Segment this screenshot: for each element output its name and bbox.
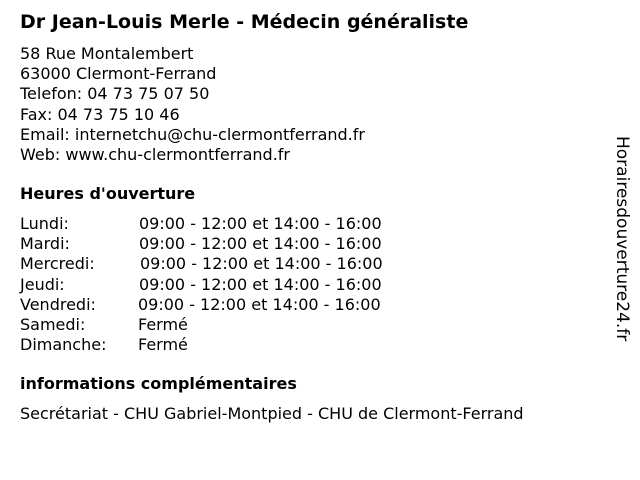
hours-row-saturday	[20, 315, 440, 335]
day-label: Lundi:	[20, 214, 69, 233]
day-label: Mercredi:	[20, 254, 95, 274]
day-label: Jeudi:	[20, 274, 65, 294]
hours-row-sunday	[20, 335, 440, 355]
day-label: Mardi:	[20, 234, 70, 254]
hours-row-tuesday	[20, 234, 440, 254]
day-label: Vendredi:	[20, 294, 96, 314]
additional-info-heading: informations complémentaires	[20, 374, 297, 393]
hours-row-monday	[20, 214, 440, 234]
hours-value: Fermé	[138, 335, 188, 355]
hours-row-friday	[20, 295, 440, 315]
hours-row-thursday	[20, 275, 440, 295]
opening-hours-table	[20, 214, 440, 355]
email-line: Email: internetchu@chu-clermontferrand.fr	[20, 124, 365, 144]
address-street: 58 Rue Montalembert	[20, 44, 194, 63]
day-label: Samedi:	[20, 314, 86, 334]
hours-value: 09:00 - 12:00 et 14:00 - 16:00	[140, 254, 383, 274]
page-title: Dr Jean-Louis Merle - Médecin généraliste	[20, 11, 469, 33]
day-label: Dimanche:	[20, 335, 107, 355]
additional-info-text: Secrétariat - CHU Gabriel-Montpied - CHU de Clermont-Ferrand	[20, 404, 524, 423]
hours-row-wednesday	[20, 254, 440, 274]
web-line: Web: www.chu-clermontferrand.fr	[20, 144, 291, 164]
hours-value: Fermé	[138, 314, 188, 334]
opening-hours-heading: Heures d'ouverture	[20, 184, 196, 203]
fax-line: Fax: 04 73 75 10 46	[20, 104, 180, 124]
hours-value: 09:00 - 12:00 et 14:00 - 16:00	[139, 274, 382, 294]
address-city: 63000 Clermont-Ferrand	[20, 64, 217, 84]
hours-value: 09:00 - 12:00 et 14:00 - 16:00	[139, 234, 382, 254]
hours-value: 09:00 - 12:00 et 14:00 - 16:00	[138, 294, 381, 314]
contact-block	[20, 44, 365, 165]
phone-line: Telefon: 04 73 75 07 50	[20, 84, 210, 104]
site-watermark: Horairesdouverture24.fr	[612, 136, 632, 342]
hours-value: 09:00 - 12:00 et 14:00 - 16:00	[139, 214, 382, 233]
